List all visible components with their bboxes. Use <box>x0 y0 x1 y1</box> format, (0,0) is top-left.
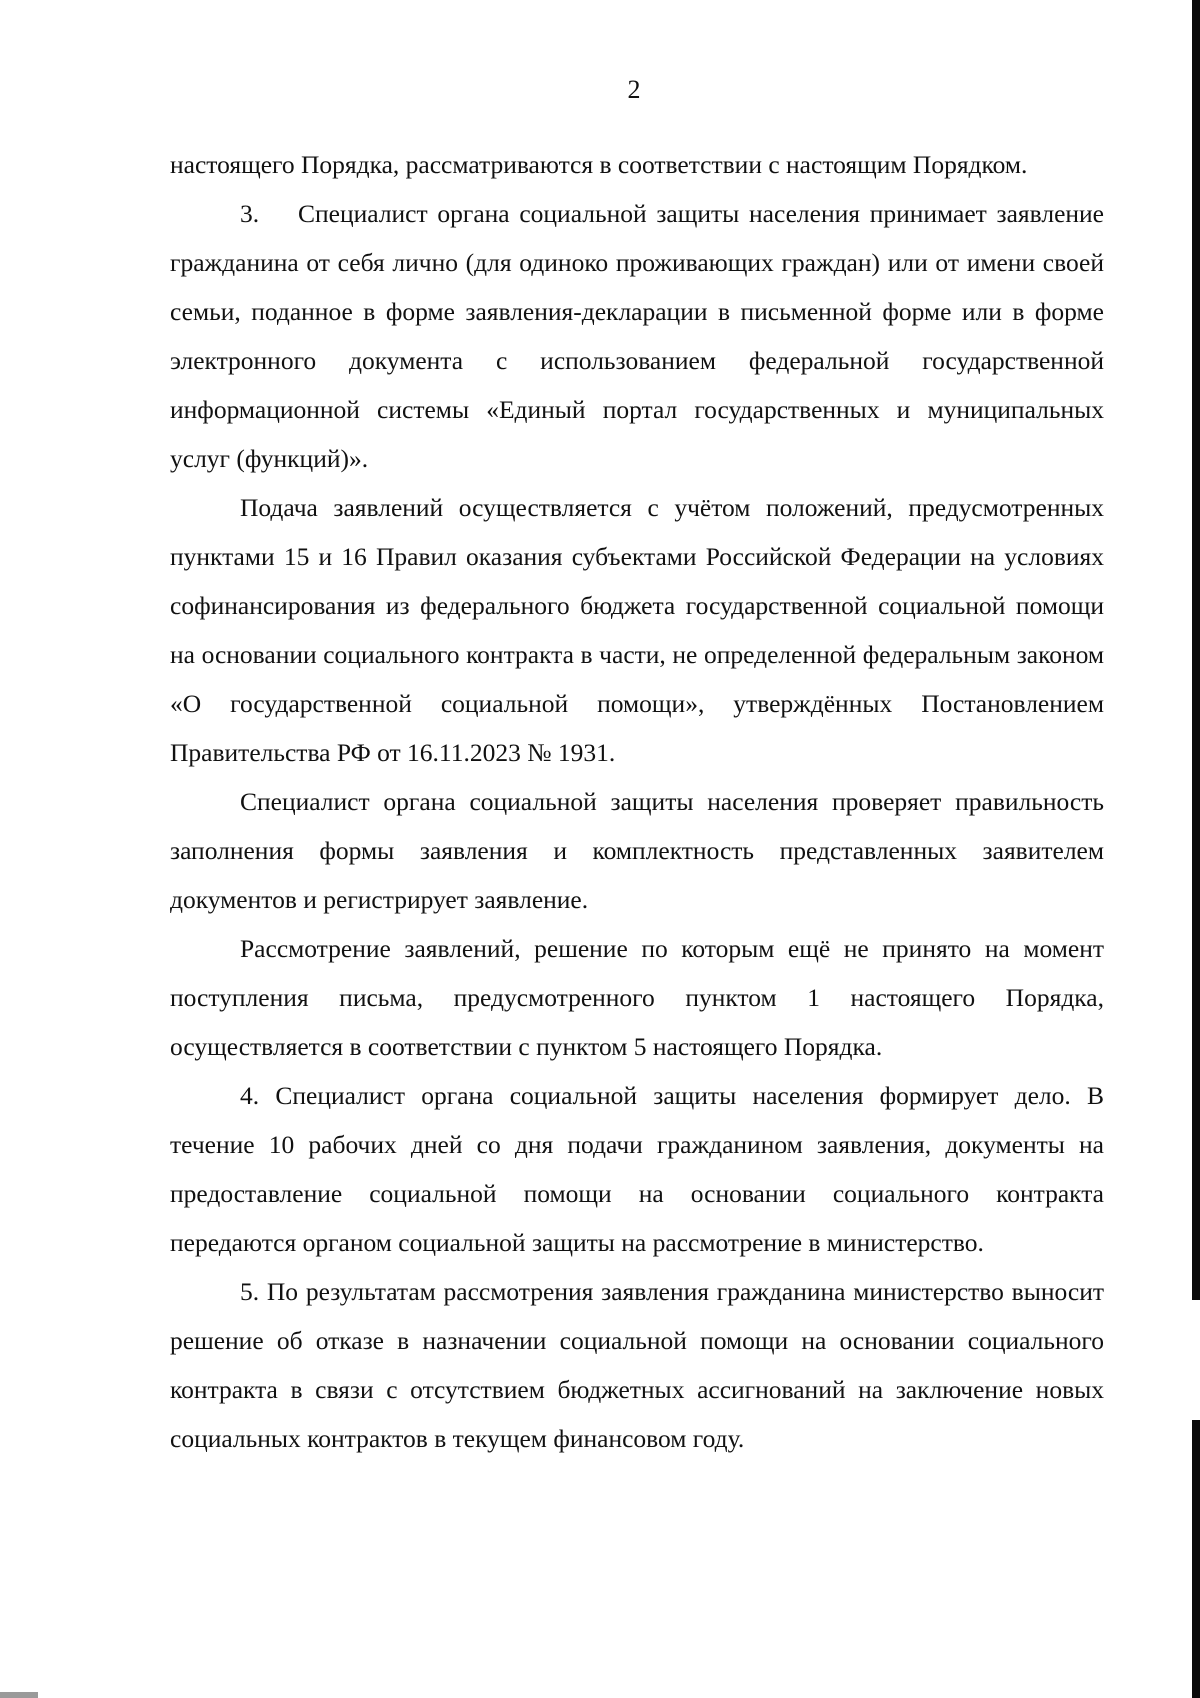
scan-edge-gap <box>1192 1300 1200 1420</box>
scan-right-edge <box>1192 0 1200 1698</box>
paragraph-item-3: 3. Специалист органа социальной защиты населения принимает заявление гражданина от себя лично (для одиноко проживающих граждан) или от имени своей семьи, поданное в форме заявления-декларации в письменной форме или в форме электронного документа с использованием федеральной государственной информационной системы «Единый портал государственных и муниципальных услуг (функций)». <box>170 199 1104 473</box>
paragraph-item-4: 4. Специалист органа социальной защиты населения формирует дело. В течение 10 рабочих дней со дня подачи гражданином заявления, документы на предоставление социальной помощи на основании социального контракта передаются органом социальной защиты на рассмотрение в министерство. <box>170 1081 1104 1257</box>
page-number: 2 <box>627 75 641 104</box>
paragraph-continuation: настоящего Порядка, рассматриваются в соответствии с настоящим Порядком. <box>170 150 1028 179</box>
paragraph-pending-applications: Рассмотрение заявлений, решение по которым ещё не принято на момент поступления письма, предусмотренного пунктом 1 настоящего Порядка, осуществляется в соответствии с пунктом 5 настоящего Порядка. <box>170 934 1104 1061</box>
document-body <box>170 140 1104 1463</box>
paragraph-item-5: 5. По результатам рассмотрения заявления гражданина министерство выносит решение об отказе в назначении социальной помощи на основании социального контракта в связи с отсутствием бюджетных ассигнований на заключение новых социальных контрактов в текущем финансовом году. <box>170 1277 1104 1453</box>
scan-corner-mark <box>0 1692 38 1698</box>
paragraph-application-submission: Подача заявлений осуществляется с учётом положений, предусмотренных пунктами 15 и 16 Правил оказания субъектами Российской Федерации на условиях софинансирования из федерального бюджета государственной социальной помощи на основании социального контракта в части, не определенной федеральным законом «О государственной социальной помощи», утверждённых Постановлением Правительства РФ от 16.11.2023 № 1931. <box>170 493 1104 767</box>
paragraph-specialist-check: Специалист органа социальной защиты населения проверяет правильность заполнения формы заявления и комплектность представленных заявителем документов и регистрирует заявление. <box>170 787 1104 914</box>
